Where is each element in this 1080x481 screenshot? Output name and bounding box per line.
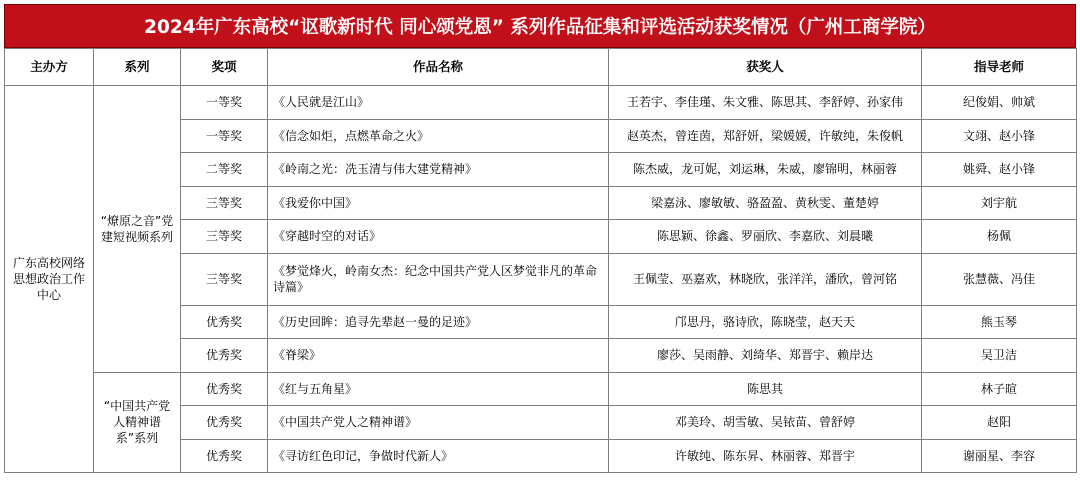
work-cell: 《信念如炬，点燃革命之火》 <box>268 119 609 153</box>
winners-cell: 邝思丹，骆诗欣，陈晓莹，赵天天 <box>609 305 922 339</box>
advisor-cell: 姚舜、赵小锋 <box>922 153 1077 187</box>
advisor-cell: 刘宇航 <box>922 186 1077 220</box>
header-row <box>5 49 1077 86</box>
header-organizer: 主办方 <box>5 49 94 86</box>
work-cell: 《红与五角星》 <box>268 372 609 406</box>
winners-cell: 陈思颖、徐鑫、罗丽欣、李嘉欣、刘晨曦 <box>609 220 922 254</box>
table-row <box>5 372 1077 406</box>
award-cell: 三等奖 <box>181 220 268 254</box>
document-title: 2024年广东高校“讴歌新时代 同心颂党恩” 系列作品征集和评选活动获奖情况（广州工商学院） <box>4 4 1076 48</box>
award-document <box>4 4 1076 478</box>
work-cell: 《脊梁》 <box>268 339 609 373</box>
header-advisor: 指导老师 <box>922 49 1077 86</box>
winners-cell: 王若宇、李佳瑾、朱文雅、陈思其、李舒婷、孙家伟 <box>609 86 922 120</box>
advisor-cell: 谢丽星、李容 <box>922 439 1077 473</box>
award-cell: 一等奖 <box>181 86 268 120</box>
award-cell: 二等奖 <box>181 153 268 187</box>
advisor-cell: 文翊、赵小锋 <box>922 119 1077 153</box>
organizer-cell: 广东高校网络思想政治工作中心 <box>5 86 94 473</box>
award-cell: 优秀奖 <box>181 372 268 406</box>
header-award: 奖项 <box>181 49 268 86</box>
work-cell: 《中国共产党人之精神谱》 <box>268 406 609 440</box>
advisor-cell: 赵阳 <box>922 406 1077 440</box>
work-cell: 《历史回眸：追寻先辈赵一曼的足迹》 <box>268 305 609 339</box>
award-cell: 优秀奖 <box>181 406 268 440</box>
award-cell: 三等奖 <box>181 186 268 220</box>
series-cell: “燎原之音”党建短视频系列 <box>94 86 181 373</box>
header-series: 系列 <box>94 49 181 86</box>
award-cell: 优秀奖 <box>181 305 268 339</box>
award-cell: 优秀奖 <box>181 439 268 473</box>
award-cell: 三等奖 <box>181 253 268 305</box>
winners-cell: 许敏纯、陈东昇、林丽蓉、郑晋宇 <box>609 439 922 473</box>
winners-cell: 廖莎、吴雨静、刘绮华、郑晋宇、赖岸达 <box>609 339 922 373</box>
winners-cell: 赵英杰，曾连茵，郑舒妍，梁媛媛，许敏纯，朱俊帆 <box>609 119 922 153</box>
awards-table <box>4 48 1077 473</box>
series-cell: “中国共产党人精神谱系”系列 <box>94 372 181 473</box>
advisor-cell: 熊玉琴 <box>922 305 1077 339</box>
header-work: 作品名称 <box>268 49 609 86</box>
work-cell: 《岭南之光：冼玉清与伟大建党精神》 <box>268 153 609 187</box>
work-cell: 《穿越时空的对话》 <box>268 220 609 254</box>
table-row <box>5 86 1077 120</box>
winners-cell: 王佩莹、巫嘉欢，林晓欣，张洋洋，潘欣，曾河铭 <box>609 253 922 305</box>
work-cell: 《寻访红色印记，争做时代新人》 <box>268 439 609 473</box>
header-winners: 获奖人 <box>609 49 922 86</box>
advisor-cell: 张慧薇、冯佳 <box>922 253 1077 305</box>
work-cell: 《梦觉烽火，岭南女杰：纪念中国共产党人区梦觉非凡的革命诗篇》 <box>268 253 609 305</box>
winners-cell: 邓美玲、胡雪敏、吴铱苗、曾舒婷 <box>609 406 922 440</box>
advisor-cell: 杨佩 <box>922 220 1077 254</box>
advisor-cell: 吴卫洁 <box>922 339 1077 373</box>
winners-cell: 陈杰威，龙可妮，刘运琳，朱威，廖锦明，林丽蓉 <box>609 153 922 187</box>
work-cell: 《人民就是江山》 <box>268 86 609 120</box>
award-cell: 优秀奖 <box>181 339 268 373</box>
winners-cell: 梁嘉泳、廖敏敏、骆盈盈、黄秋雯、董楚婷 <box>609 186 922 220</box>
winners-cell: 陈思其 <box>609 372 922 406</box>
work-cell: 《我爱你中国》 <box>268 186 609 220</box>
advisor-cell: 纪俊娟、帅斌 <box>922 86 1077 120</box>
advisor-cell: 林子暄 <box>922 372 1077 406</box>
award-cell: 一等奖 <box>181 119 268 153</box>
